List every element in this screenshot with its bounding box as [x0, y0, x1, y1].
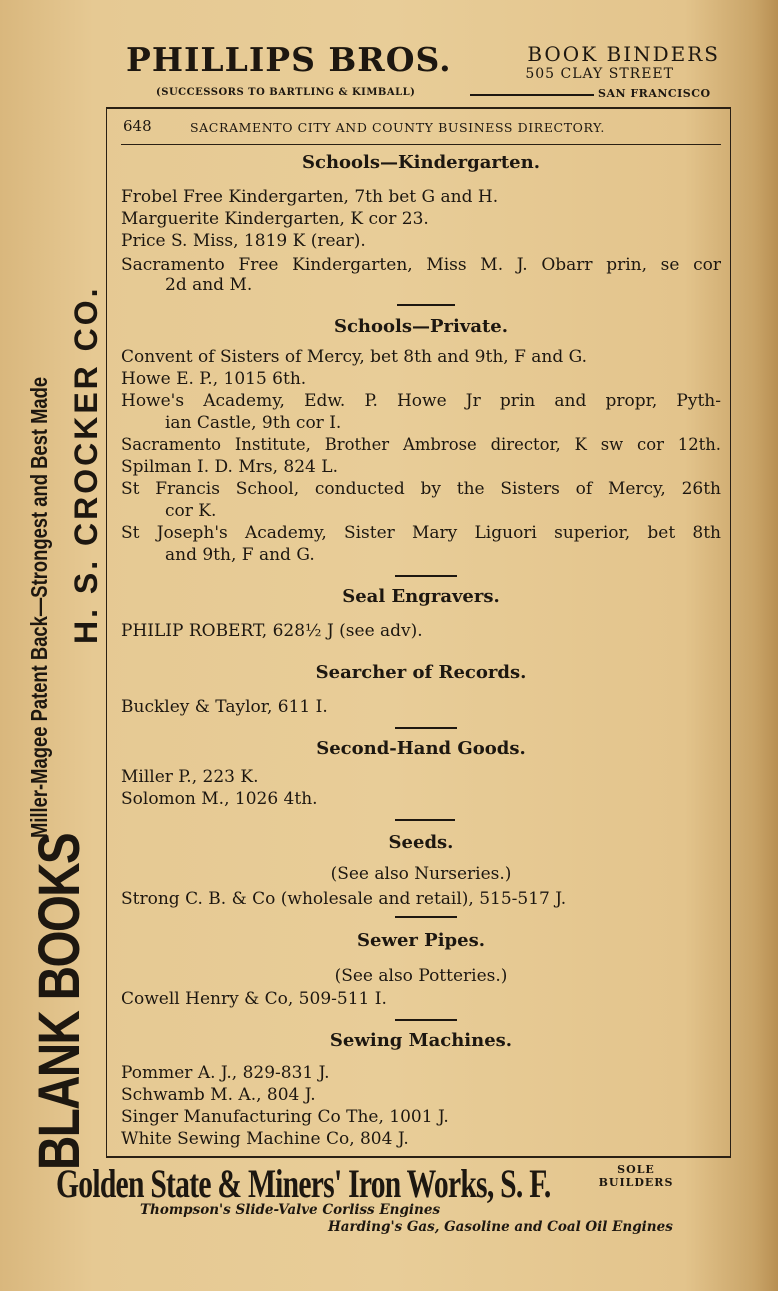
- footer-ad-title: Golden State & Miners' Iron Works, S. F.: [56, 1161, 551, 1206]
- list-item: Cowell Henry & Co, 509-511 I.: [121, 989, 387, 1009]
- section-title-second-hand-goods: Second-Hand Goods.: [316, 738, 526, 759]
- banner-rule: [470, 94, 594, 96]
- list-item: Marguerite Kindergarten, K cor 23.: [121, 209, 429, 229]
- side-ad-company: H. S. CROCKER CO.: [68, 285, 104, 644]
- side-ad-slogan: Miller-Magee Patent Back—Strongest and Best Made: [26, 376, 52, 838]
- section-title-searcher-of-records: Searcher of Records.: [315, 662, 527, 683]
- section-divider: [395, 1019, 457, 1021]
- banner-address: 505 CLAY STREET: [525, 66, 674, 82]
- footer-ad-line-1: Thompson's Slide-Valve Corliss Engines: [140, 1202, 441, 1218]
- list-item: Sacramento Free Kindergarten, Miss M. J. Obarr prin, se cor: [121, 255, 721, 275]
- list-item-continued: 2d and M.: [165, 275, 253, 295]
- list-item-continued: cor K.: [165, 501, 217, 521]
- footer-ad-line-2: Harding's Gas, Gasoline and Coal Oil Engines: [328, 1219, 673, 1235]
- list-item: Buckley & Taylor, 611 I.: [121, 697, 328, 717]
- section-divider: [395, 575, 457, 577]
- side-advertisement: [0, 0, 106, 1170]
- footer-sole: SOLE: [617, 1163, 655, 1176]
- section-divider: [395, 916, 457, 918]
- list-item: White Sewing Machine Co, 804 J.: [121, 1129, 409, 1149]
- list-item: Miller P., 223 K.: [121, 767, 259, 787]
- footer-builders: BUILDERS: [598, 1176, 674, 1189]
- banner-business-block: [472, 42, 720, 82]
- page-number: 648: [123, 117, 152, 135]
- list-item: Schwamb M. A., 804 J.: [121, 1085, 316, 1105]
- section-divider: [395, 819, 455, 821]
- list-item: Pommer A. J., 829-831 J.: [121, 1063, 330, 1083]
- section-title-sewer-pipes: Sewer Pipes.: [357, 930, 485, 951]
- side-ad-blank-books: BLANK BOOKS: [27, 833, 92, 1170]
- list-item: St Francis School, conducted by the Sisters of Mercy, 26th: [121, 479, 721, 499]
- list-item: Sacramento Institute, Brother Ambrose director, K sw cor 12th.: [121, 435, 721, 454]
- section-title-private: Schools—Private.: [333, 316, 509, 337]
- banner-successors: (SUCCESSORS TO BARTLING & KIMBALL): [156, 87, 416, 98]
- list-item-continued: and 9th, F and G.: [165, 545, 315, 565]
- frame-bottom-rule: [106, 1156, 731, 1158]
- banner-title: PHILLIPS BROS.: [126, 40, 452, 79]
- list-item: Frobel Free Kindergarten, 7th bet G and H.: [121, 187, 499, 207]
- list-item: Convent of Sisters of Mercy, bet 8th and 9th, F and G.: [121, 347, 588, 367]
- see-also-note: (See also Nurseries.): [330, 864, 512, 884]
- list-item: PHILIP ROBERT, 628½ J (see adv).: [121, 621, 423, 641]
- list-item: Howe E. P., 1015 6th.: [121, 369, 307, 389]
- footer-sole-builders: [582, 1163, 690, 1189]
- header-rule: [121, 144, 721, 145]
- list-item: Howe's Academy, Edw. P. Howe Jr prin and propr, Pyth-: [121, 391, 721, 411]
- section-title-sewing-machines: Sewing Machines.: [329, 1030, 513, 1051]
- banner-business: BOOK BINDERS: [527, 42, 720, 66]
- see-also-note: (See also Potteries.): [334, 966, 508, 986]
- list-item: Solomon M., 1026 4th.: [121, 789, 318, 809]
- list-item: Spilman I. D. Mrs, 824 L.: [121, 457, 338, 477]
- list-item: St Joseph's Academy, Sister Mary Liguori superior, bet 8th: [121, 523, 721, 543]
- running-head: SACRAMENTO CITY AND COUNTY BUSINESS DIRECTORY.: [190, 120, 605, 135]
- banner-city: SAN FRANCISCO: [598, 87, 711, 100]
- section-divider: [397, 304, 455, 306]
- list-item: Strong C. B. & Co (wholesale and retail), 515-517 J.: [121, 889, 567, 909]
- section-title-seeds: Seeds.: [388, 832, 454, 853]
- list-item: Price S. Miss, 1819 K (rear).: [121, 231, 366, 251]
- section-divider: [395, 727, 457, 729]
- section-title-seal-engravers: Seal Engravers.: [342, 586, 500, 607]
- list-item-continued: ian Castle, 9th cor I.: [165, 413, 342, 433]
- list-item: Singer Manufacturing Co The, 1001 J.: [121, 1107, 449, 1127]
- section-title-kindergarten: Schools—Kindergarten.: [302, 152, 540, 173]
